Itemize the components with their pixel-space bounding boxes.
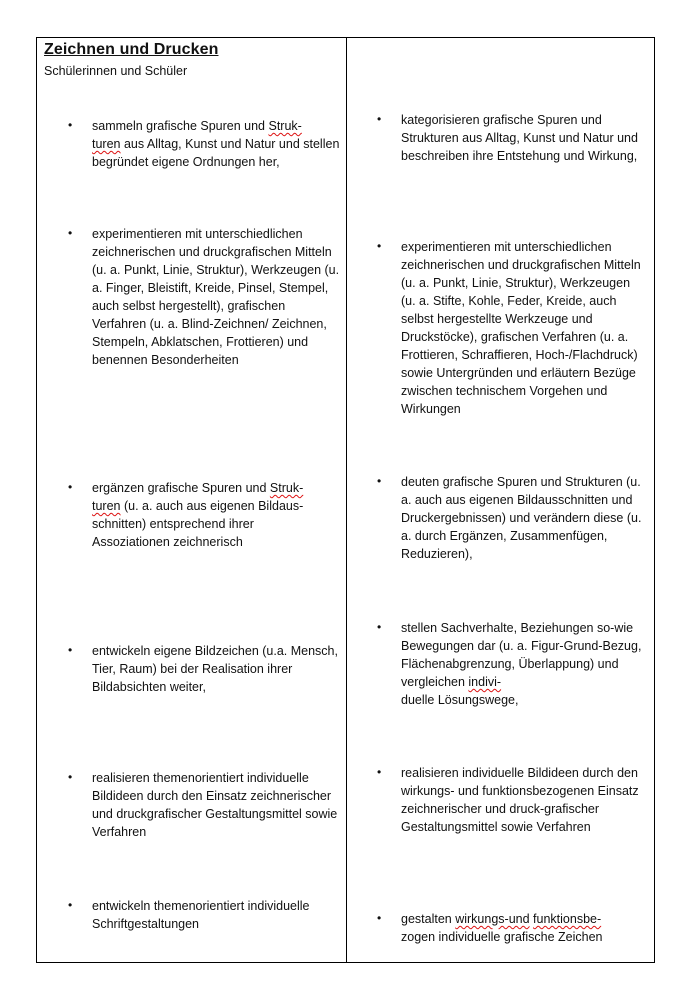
bullet-icon: • (377, 239, 382, 253)
bullet-icon: • (377, 765, 382, 779)
bullet-icon: • (377, 911, 382, 925)
list-item: • gestalten wirkungs-und funktionsbe- zogen individuelle grafische Zeichen (377, 911, 603, 944)
bullet-icon: • (68, 898, 73, 912)
bullet-icon: • (377, 474, 382, 488)
bullet-icon: • (68, 770, 73, 784)
list-item: • entwickeln eigene Bildzeichen (u.a. Mensch, Tier, Raum) bei der Realisation ihrer Bildabsichten weiter, (68, 643, 338, 694)
list-item: • realisieren themenorientiert individuelle Bildideen durch den Einsatz zeichnerischer und druckgrafischer Gestaltungsmittel sowie Verfahren (68, 770, 338, 839)
page-title: Zeichnen und Drucken (44, 41, 219, 58)
bullet-icon: • (377, 112, 382, 126)
page-subtitle: Schülerinnen und Schüler (44, 64, 188, 78)
bullet-icon: • (68, 643, 73, 657)
list-item: • kategorisieren grafische Spuren und Strukturen aus Alltag, Kunst und Natur und beschreiben ihre Entstehung und Wirkung, (377, 112, 638, 163)
list-item: • entwickeln themenorientiert individuelle Schriftgestaltungen (68, 898, 310, 931)
list-item: • experimentieren mit unterschiedlichen zeichnerischen und druckgrafischen Mitteln (u. a. Punkt, Linie, Struktur), Werkzeugen (u. a. Finger, Bleistift, Kreide, Pinsel, Stempel, auch selbst hergestellt), grafischen Verfahren (u. a. Blind-Zeichnen/ Zeichnen, Stempeln, Abklatschen, Frottieren) und benennen Besonderheiten (68, 226, 340, 367)
list-item: • ergänzen grafische Spuren und Struk- turen (u. a. auch aus eigenen Bildaus-schnitten) entsprechend ihrer Assoziationen zeichnerisch (68, 480, 304, 549)
list-item: • sammeln grafische Spuren und Struk- turen aus Alltag, Kunst und Natur und stellen begründet eigene Ordnungen her, (68, 118, 340, 169)
column-divider (346, 38, 347, 962)
bullet-icon: • (68, 118, 73, 132)
list-item: • realisieren individuelle Bildideen durch den wirkungs- und funktionsbezogenen Einsatz zeichnerischer und druck-grafischer Gestaltungsmittel sowie Verfahren (377, 765, 639, 834)
list-item: • deuten grafische Spuren und Strukturen (u. a. auch aus eigenen Bildausschnitten und Druckergebnissen) und verändern diese (u. a. durch Ergänzen, Zusammenfügen, Reduzieren), (377, 474, 642, 561)
list-item: • experimentieren mit unterschiedlichen zeichnerischen und druckgrafischen Mitteln (u. a. Punkt, Linie, Struktur), Werkzeugen (u. a. Stifte, Kohle, Feder, Kreide, auch selbst hergestellte Werkzeuge und Druckstöcke), grafischen Verfahren (u. a. Frottieren, Schraffieren, Hoch-/Flachdruck) sowie Untergründen und erläutern Bezüge zwischen technischem Vorgehen und Wirkungen (377, 239, 641, 416)
bullet-icon: • (377, 620, 382, 634)
bullet-icon: • (68, 226, 73, 240)
list-item: • stellen Sachverhalte, Beziehungen so-wie Bewegungen dar (u. a. Figur-Grund-Bezug, Flächenabgrenzung, Überlappung) und vergleichen indivi- duelle Lösungswege, (377, 620, 642, 707)
bullet-icon: • (68, 480, 73, 494)
